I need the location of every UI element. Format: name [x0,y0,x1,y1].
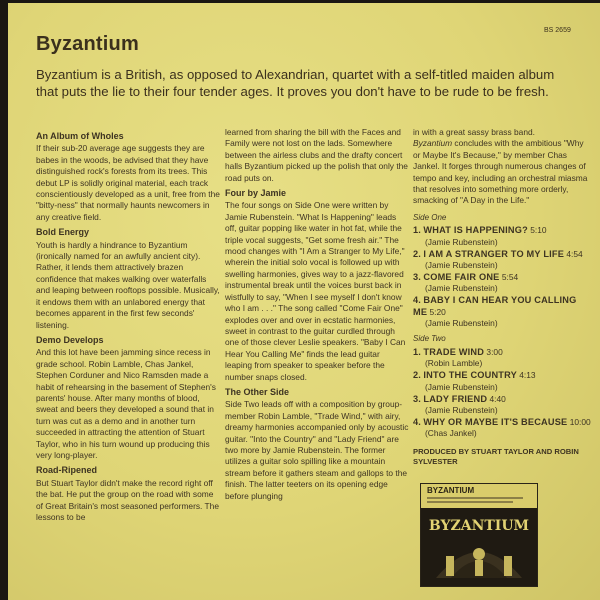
track-number: 1. [413,346,422,357]
track-line [413,394,593,405]
track-row [413,249,593,270]
section-heading: Four by Jamie [225,188,287,199]
side-two-heading: Side Two [413,334,446,344]
track-length: 5:20 [429,306,446,317]
cover-artwork-image [421,508,537,586]
section-text: And this lot have been jamming since recess in grade school. Robin Lamble, Chas Jankel, Stephen Corduner and Nico Ramsden made a habit of rehearsing in the basement of Stephen's parents' house. After many months of blood, sweat and beers they developed a sound that in turn was cut as a demo and in another turn succeeded in attracting the attention of Stuart Taylor, who in his turn wound up producing this very long-player. [36,347,216,460]
section-text: learned from sharing the bill with the Faces and Family were not lost on the lads. Somewhere between the airless clubs and the drafty concert halls Byzantium picked up the polish that only the road puts on. [225,127,408,183]
track-composer: (Jamie Rubenstein) [425,318,498,329]
side-two-tracklist [413,347,593,439]
section-text [413,138,593,206]
thumbnail-text-line [427,497,523,499]
track-title: BABY I CAN HEAR YOU CALLING ME [413,295,577,317]
track-composer: (Chas Jankel) [425,428,477,439]
track-number: 1. [413,225,422,236]
track-length: 5:10 [530,225,547,236]
section-heading: Road-Ripened [36,465,98,476]
track-title: WHAT IS HAPPENING? [423,225,528,236]
side-one-tracklist [413,225,593,328]
liner-notes-column-2 [225,127,409,502]
track-title: I AM A STRANGER TO MY LIFE [423,248,565,259]
track-title: INTO THE COUNTRY [423,370,517,381]
section-text: The four songs on Side One were written by Jamie Rubenstein. "What Is Happening" leads off, guitar popping like water in hot fat, while the triple vocal suggests, "Get some fresh air." The mood changes with "I Am a Stranger to My Life," wherein the initial solo vocal is followed up with swelling harmonies, gives way to a jazz-flavored instrumental break until the voices burst back in wistfully to say, "When I see myself I don't know who I am . . ." The song called "Come Fair One" explodes over and over in ecstatic harmonies, sweet in contrast to the guitar curdled through one of those clever Leslie speakers. "Baby I Can Hear You Calling Me" finds the lead guitar leaping from speaker to speaker before the number snaps closed. [225,200,406,382]
track-number: 2. [413,370,422,381]
track-line [413,295,593,318]
liner-notes-column-1 [36,127,222,523]
section-text: Side Two leads off with a composition by group-member Robin Lamble, "Trade Wind," with airy, dreamy harmonies accompanied only by acoustic guitar. "Into the Country" and "Lady Friend" are two more by Jamie Rubenstein. The former utilizes a guitar solo spilling like a mountain stream before it gathers steam and gallops to the finish. The latter teeters on its opening edge before plunging [225,399,409,501]
track-length: 3:00 [486,346,503,357]
track-composer: (Jamie Rubenstein) [425,236,498,247]
track-length: 4:54 [566,248,583,259]
section-text: But Stuart Taylor didn't make the record right off the bat. He put the group on the road with some of Great Britain's most seasoned performers. The lessons to be [36,477,219,522]
track-line [413,347,593,358]
section-heading: The Other Side [225,386,290,397]
track-length: 5:54 [501,272,519,283]
track-number: 4. [413,295,422,306]
track-line [413,370,593,381]
section-text-continued: concludes with the ambitious "Why or Maybe It's Because," by member Chas Jankel. It forges through numerous changes of tempo and key, including an orchestral miasma that resolves into something more orderly, smacking of "A Day in the Life." [413,138,588,206]
track-length: 4:13 [519,370,536,381]
track-composer: (Jamie Rubenstein) [425,283,498,294]
track-row [413,394,593,415]
track-row [413,370,593,391]
track-row [413,272,593,293]
track-line [413,417,593,428]
album-name-italic: Byzantium [413,138,453,149]
thumbnail-label: BYZANTIUM [427,486,475,495]
track-number: 3. [413,393,422,404]
track-row [413,417,593,438]
track-number: 3. [413,272,422,283]
section-text: Youth is hardly a hindrance to Byzantium (ironically named for an awfully ancient city). Rather, it lends them attractively brazen confidence that makes walking over waterfalls and leaping between rooftops possible. Musically, it endows them with an unlabored energy that becomes apparent in the first few seconds' listening. [36,239,220,330]
track-title: WHY OR MAYBE IT'S BECAUSE [423,416,568,427]
track-title: TRADE WIND [423,346,485,357]
album-title: Byzantium [36,33,139,55]
track-length: 10:00 [569,416,591,427]
section-heading: Demo Develops [36,334,104,345]
track-number: 2. [413,248,422,259]
side-one-heading: Side One [413,212,447,222]
track-row [413,295,593,328]
track-title: LADY FRIEND [423,393,488,404]
track-line [413,225,593,236]
track-row [413,225,593,246]
track-line [413,249,593,260]
intro-paragraph: Byzantium is a British, as opposed to Alexandrian, quartet with a self-titled maiden album that puts the lie to their four tender ages. It proves you don't have to be rude to be fresh. [36,67,555,99]
track-line [413,272,593,283]
thumbnail-header [421,484,537,508]
track-composer: (Jamie Rubenstein) [425,404,498,415]
section-text: in with a great sassy brass band. [413,127,535,137]
section-heading: Bold Energy [36,227,90,238]
track-composer: (Jamie Rubenstein) [425,260,498,271]
track-row [413,347,593,368]
album-cover-thumbnail [420,483,538,587]
cover-logo-text: BYZANTIUM [428,518,530,534]
track-composer: (Jamie Rubenstein) [425,381,498,392]
catalog-number: BS 2659 [544,27,571,34]
section-text: If their sub-20 average age suggests they are babes in the woods, be advised that they have distinguished rock's forests from its trees. This debut LP is solidly original material, each track conscientiously developed as a unit, free from the "bitty-ness" that normally haunts newcomers in any creative field. [36,143,220,222]
track-title: COME FAIR ONE [423,272,500,283]
track-composer: (Robin Lamble) [425,358,483,369]
producer-credit: PRODUCED BY STUART TAYLOR AND ROBIN SYLVESTER [413,447,579,467]
liner-notes-column-3 [413,127,593,467]
section-heading: An Album of Wholes [36,131,124,141]
track-length: 4:40 [489,393,506,404]
thumbnail-text-line [427,501,513,503]
track-number: 4. [413,416,422,427]
album-back-cover [8,3,600,600]
